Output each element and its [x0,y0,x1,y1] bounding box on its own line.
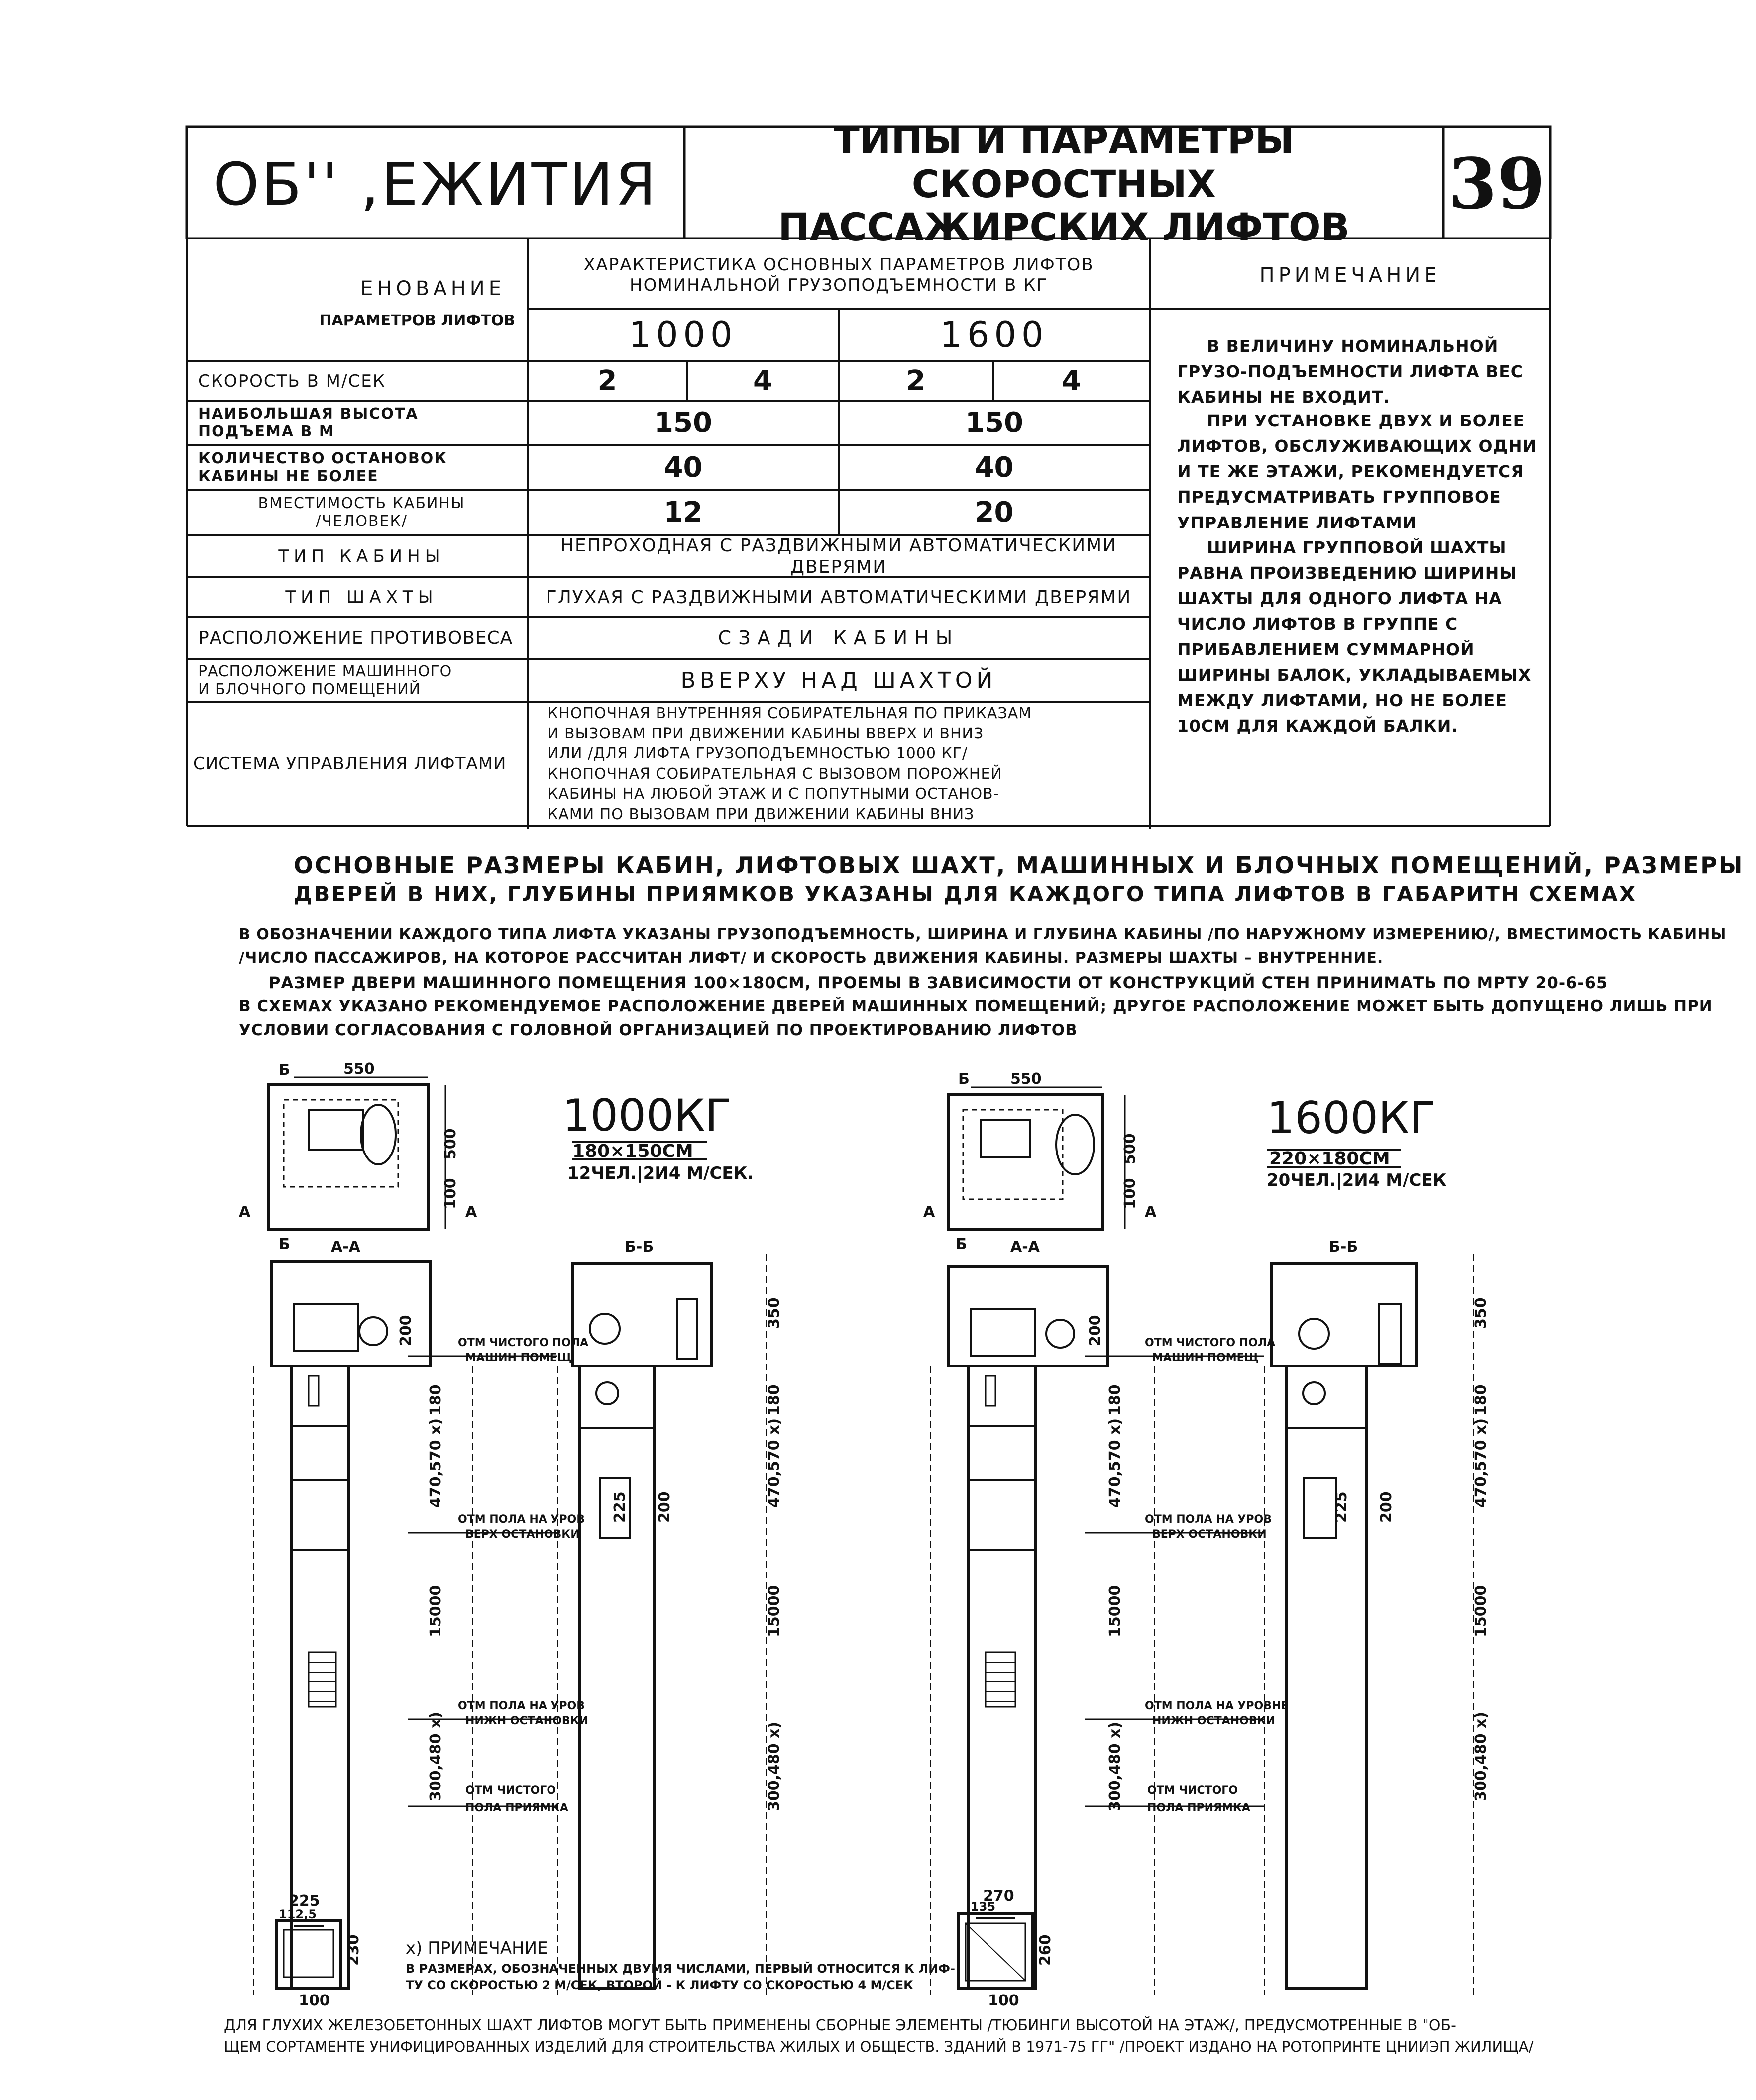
row-counterweight-label: РАСПОЛОЖЕНИЕ ПРОТИВОВЕСА [198,628,513,649]
col-char-line2: НОМИНАЛЬНОЙ ГРУЗОПОДЪЕМНОСТИ В КГ [630,275,1048,295]
mark-b-1600-low: Б [956,1236,967,1253]
note-paragraph-1: В ВЕЛИЧИНУ НОМИНАЛЬНОЙ ГРУЗО-ПОДЪЕМНОСТИ ЛИФТА ВЕС КАБИНЫ НЕ ВХОДИТ. [1177,336,1524,407]
dim-block-1600b: 180 [1472,1384,1490,1416]
pit-plan-1000 [276,1921,341,1988]
row-stops-label-2: КАБИНЫ НЕ БОЛЕЕ [198,468,379,485]
dim-travel-1600: 15000 [1106,1585,1124,1637]
cabin-type-value: НЕПРОХОДНАЯ С РАЗДВИЖНЫМИ АВТОМАТИЧЕСКИМИ ДВЕРЯМИ [560,535,1117,577]
upper-stop-1000-a: ОТМ ПОЛА НА УРОВ [458,1513,585,1526]
section-para-5: УСЛОВИИ СОГЛАСОВАНИЯ С ГОЛОВНОЙ ОРГАНИЗАЦИЕЙ ПО ПРОЕКТИРОВАНИЮ ЛИФТОВ [239,1021,1078,1039]
col-note-header: ПРИМЕЧАНИЕ [1259,263,1441,287]
dim-over-1000b: 470,570 x) [766,1418,783,1508]
dim-top-1000: 550 [343,1060,375,1078]
pit-1000-b: ПОЛА ПРИЯМКА [465,1802,568,1814]
height-1000: 150 [654,407,712,439]
dim-travel-1600b: 15000 [1472,1585,1490,1637]
stops-1000: 40 [663,451,703,484]
pit-1600-b: ПОЛА ПРИЯМКА [1147,1802,1250,1814]
row-control-label: СИСТЕМА УПРАВЛЕНИЯ ЛИФТАМИ [193,754,507,774]
row-height-label-2: ПОДЪЕМА В М [198,423,335,440]
dim-room-1600: 500 [1121,1133,1139,1164]
section-bb-machine-1000 [572,1264,712,1366]
col-char-line1: ХАРАКТЕРИСТИКА ОСНОВНЫХ ПАРАМЕТРОВ ЛИФТОВ [583,254,1094,275]
row-capacity-label-1: ВМЕСТИМОСТЬ КАБИНЫ [258,495,465,512]
sheet-title-line1: ТИПЫ И ПАРАМЕТРЫ СКОРОСТНЫХ [833,118,1295,206]
counterweight-value: СЗАДИ КАБИНЫ [718,627,960,649]
dim-travel-1000b: 15000 [766,1585,783,1637]
dim-pit-1600b: 300,480 x) [1472,1711,1490,1801]
dim-top-1600: 550 [1010,1070,1042,1088]
passengers-1600: 20 [975,496,1014,529]
plan-d-1000: 230 [345,1934,362,1966]
plan-w-1000: 225 [289,1892,320,1910]
control-line-6: КАМИ ПО ВЫЗОВАМ ПРИ ДВИЖЕНИИ КАБИНЫ ВНИЗ [548,805,975,823]
row-machine-label-2: И БЛОЧНОГО ПОМЕЩЕНИЙ [198,681,421,698]
control-line-2: И ВЫЗОВАМ ПРИ ДВИЖЕНИИ КАБИНЫ ВВЕРХ И ВНИЗ [548,725,984,742]
section-aa-1600: А-А [1010,1238,1040,1256]
mark-a-1600-right: А [1145,1203,1157,1221]
dim-cab-h-1600: 225 [1333,1491,1350,1523]
dim-pit-1000: 300,480 x) [427,1711,444,1801]
machine-floor-1600-a: ОТМ ЧИСТОГО ПОЛА [1145,1337,1276,1349]
footnote-line2: ТУ СО СКОРОСТЬЮ 2 М/СЕК, ВТОРОЙ - К ЛИФТУ СО СКОРОСТЬЮ 4 М/СЕК [406,1978,913,1992]
section-para-4: В СХЕМАХ УКАЗАНО РЕКОМЕНДУЕМОЕ РАСПОЛОЖЕНИЕ ДВЕРЕЙ МАШИННЫХ ПОМЕЩЕНИЙ; ДРУГОЕ РАСПОЛОЖЕНИЕ МОЖЕТ БЫТЬ ДОПУЩЕНО ЛИШЬ ПРИ [239,997,1713,1015]
dim-pit-1600: 300,480 x) [1106,1721,1124,1811]
plan-door-1000: 100 [299,1992,330,2009]
machine-floor-1000-b: МАШИН ПОМЕЩ [465,1352,572,1364]
lift-1000-capacity: 1000КГ [562,1090,732,1141]
plan-a-1000: 112,5 [279,1907,317,1921]
pit-1600-a: ОТМ ЧИСТОГО [1147,1785,1238,1797]
section-aa-1000: А-А [331,1238,360,1256]
dim-cab-door-1000: 200 [656,1491,673,1523]
mark-b-1600: Б [958,1070,970,1088]
section-para-1: В ОБОЗНАЧЕНИИ КАЖДОГО ТИПА ЛИФТА УКАЗАНЫ ГРУЗОПОДЪЕМНОСТЬ, ШИРИНА И ГЛУБИНА КАБИНЫ /ПО НАРУЖНОМУ ИЗМЕРЕНИЮ/, ВМЕСТИМОСТЬ КАБИНЫ [239,926,1727,943]
row-machine-label-1: РАСПОЛОЖЕНИЕ МАШИННОГО [198,663,452,680]
col-name-sub: ПАРАМЕТРОВ ЛИФТОВ [319,312,515,329]
capacity-1000: 1000 [629,314,738,355]
dim-block-1000b: 180 [766,1384,783,1416]
mark-a-1000-left: А [239,1203,251,1221]
row-speed-label: СКОРОСТЬ В М/СЕК [198,371,386,391]
dim-room-h-1000: 350 [766,1297,783,1329]
dim-door-1600: 100 [1121,1178,1139,1209]
section-aa-machine-1600 [948,1266,1107,1366]
speed-1000-a: 2 [597,365,617,398]
note-paragraph-3: ШИРИНА ГРУППОВОЙ ШАХТЫ РАВНА ПРОИЗВЕДЕНИЮ ШИРИНЫ ШАХТЫ ДЛЯ ОДНОГО ЛИФТА НА ЧИСЛО ЛИФТОВ В ГРУППЕ С ПРИБАВЛЕНИЕМ СУММАРНОЙ ШИРИНЫ БАЛОК, УКЛАДЫВАЕМЫХ МЕЖДУ ЛИФТАМИ, НО НЕ БОЛЕЕ 10СМ ДЛЯ КАЖДОЙ БАЛКИ. [1177,538,1532,735]
dim-motor-1000: 200 [397,1315,415,1346]
section-bb-shaft-1000 [580,1366,655,1988]
dim-travel-1000: 15000 [427,1585,444,1637]
control-line-4: КНОПОЧНАЯ СОБИРАТЕЛЬНАЯ С ВЫЗОВОМ ПОРОЖНЕЙ [548,765,1002,783]
dim-over-1600: 470,570 x) [1106,1418,1124,1508]
speed-1600-a: 2 [906,365,926,398]
row-capacity-label-2: /ЧЕЛОВЕК/ [316,513,408,530]
dim-pit-1000b: 300,480 x) [766,1721,783,1811]
machine-floor-1600-b: МАШИН ПОМЕЩ [1152,1352,1259,1364]
section-bb-shaft-1600 [1287,1366,1366,1988]
stops-1600: 40 [975,451,1014,484]
mark-a-1600-left: А [923,1203,935,1221]
lift-1000-spec: 12ЧЕЛ.|2И4 М/СЕК. [567,1163,754,1183]
shaft-type-value: ГЛУХАЯ С РАЗДВИЖНЫМИ АВТОМАТИЧЕСКИМИ ДВЕРЯМИ [546,587,1132,608]
dim-motor-1600: 200 [1087,1315,1104,1346]
capacity-1600: 1600 [940,314,1049,355]
upper-stop-1600-a: ОТМ ПОЛА НА УРОВ [1145,1513,1272,1526]
series-title: ОБ'' ,ЕЖИТИЯ [213,149,658,218]
row-shaft-label: ТИП ШАХТЫ [285,587,438,608]
section-bb-machine-1600 [1272,1264,1416,1366]
row-cabin-label: ТИП КАБИНЫ [278,546,445,566]
lower-stop-1600-a: ОТМ ПОЛА НА УРОВНЕ [1145,1700,1289,1712]
machine-plan-1000 [269,1085,428,1229]
dim-room-h-1600: 350 [1472,1297,1490,1329]
plan-door-1600: 100 [988,1992,1019,2009]
section-title-line2: ДВЕРЕЙ В НИХ, ГЛУБИНЫ ПРИЯМКОВ УКАЗАНЫ ДЛЯ КАЖДОГО ТИПА ЛИФТОВ В ГАБАРИТН СХЕМАХ [294,882,1637,906]
dim-door-1000: 100 [442,1178,459,1209]
note-paragraph-2: ПРИ УСТАНОВКЕ ДВУХ И БОЛЕЕ ЛИФТОВ, ОБСЛУЖИВАЮЩИХ ОДНИ И ТЕ ЖЕ ЭТАЖИ, РЕКОМЕНДУЕТСЯ ПРЕДУСМАТРИВАТЬ ГРУППОВОЕ УПРАВЛЕНИЕ ЛИФТАМИ [1177,411,1537,532]
lift-1600-capacity: 1600КГ [1267,1092,1436,1144]
dim-cab-h-1000: 225 [611,1491,629,1523]
mark-b-1000-low: Б [279,1236,290,1253]
lift-1000-size: 180×150СМ [572,1141,693,1161]
lift-1600-size: 220×180СМ [1269,1149,1390,1169]
speed-1600-b: 4 [1062,365,1081,398]
section-bb-1600: Б-Б [1329,1238,1358,1256]
lower-stop-1000-b: НИЖН ОСТАНОВКИ [465,1715,588,1727]
plan-d-1600: 260 [1037,1934,1054,1966]
row-stops-label-1: КОЛИЧЕСТВО ОСТАНОВОК [198,450,447,467]
footnote-line1: В РАЗМЕРАХ, ОБОЗНАЧЕННЫХ ДВУМЯ ЧИСЛАМИ, ПЕРВЫЙ ОТНОСИТСЯ К ЛИФ- [406,1962,955,1976]
section-bb-1000: Б-Б [625,1238,654,1256]
machine-floor-1000-a: ОТМ ЧИСТОГО ПОЛА [458,1337,589,1349]
lower-stop-1600-b: НИЖН ОСТАНОВКИ [1152,1715,1275,1727]
section-para-3: РАЗМЕР ДВЕРИ МАШИННОГО ПОМЕЩЕНИЯ 100×180СМ, ПРОЕМЫ В ЗАВИСИМОСТИ ОТ КОНСТРУКЦИЙ СТЕН ПРИНИМАТЬ ПО МРТУ 20-6-65 [269,973,1608,992]
speed-1000-b: 4 [753,365,772,398]
plan-a-1600: 135 [971,1900,996,1914]
plan-w-1600: 270 [983,1888,1014,1905]
control-line-1: КНОПОЧНАЯ ВНУТРЕННЯЯ СОБИРАТЕЛЬНАЯ ПО ПРИКАЗАМ [548,705,1032,722]
mark-b-1000: Б [279,1061,290,1079]
section-title-line1: ОСНОВНЫЕ РАЗМЕРЫ КАБИН, ЛИФТОВЫХ ШАХТ, МАШИННЫХ И БЛОЧНЫХ ПОМЕЩЕНИЙ, РАЗМЕРЫ [294,852,1744,879]
upper-stop-1000-b: ВЕРХ ОСТАНОВКИ [465,1528,580,1541]
passengers-1000: 12 [663,496,703,529]
bottom-note-line1: ДЛЯ ГЛУХИХ ЖЕЛЕЗОБЕТОННЫХ ШАХТ ЛИФТОВ МОГУТ БЫТЬ ПРИМЕНЕНЫ СБОРНЫЕ ЭЛЕМЕНТЫ /ТЮБИНГИ ВЫСОТОЙ НА ЭТАЖ/, ПРЕДУСМОТРЕННЫЕ В "ОБ- [224,2017,1456,2034]
col-name-header: ЕНОВАНИЕ [360,277,505,300]
section-para-2: /ЧИСЛО ПАССАЖИРОВ, НА КОТОРОЕ РАССЧИТАН ЛИФТ/ И СКОРОСТЬ ДВИЖЕНИЯ КАБИНЫ. РАЗМЕРЫ ШАХТЫ – ВНУТРЕННИЕ. [239,949,1384,967]
row-height-label-1: НАИБОЛЬШАЯ ВЫСОТА [198,405,419,422]
mark-a-1000-right: А [465,1203,477,1221]
machine-room-value: ВВЕРХУ НАД ШАХТОЙ [680,667,997,693]
height-1600: 150 [965,407,1023,439]
control-line-3: ИЛИ /ДЛЯ ЛИФТА ГРУЗОПОДЪЕМНОСТЬЮ 1000 КГ/ [548,745,968,762]
control-line-5: КАБИНЫ НА ЛЮБОЙ ЭТАЖ И С ПОПУТНЫМИ ОСТАНОВ- [548,785,999,803]
upper-stop-1600-b: ВЕРХ ОСТАНОВКИ [1152,1528,1267,1541]
bottom-note-line2: ЩЕМ СОРТАМЕНТЕ УНИФИЦИРОВАННЫХ ИЗДЕЛИЙ ДЛЯ СТРОИТЕЛЬСТВА ЖИЛЫХ И ОБЩЕСТВ. ЗДАНИЙ В 1971-75 ГГ" /ПРОЕКТ ИЗДАНО НА РОТОПРИНТЕ ЦНИИЭП ЖИЛИЩА/ [224,2038,1534,2055]
dim-block-1000: 180 [427,1384,444,1416]
dim-room-1000: 500 [442,1128,459,1159]
dim-cab-door-1600: 200 [1378,1491,1395,1523]
footnote-title: x) ПРИМЕЧАНИЕ [406,1938,548,1958]
sheet-number: 39 [1448,143,1545,225]
pit-1000-a: ОТМ ЧИСТОГО [465,1785,556,1797]
lift-1600-spec: 20ЧЕЛ.|2И4 М/СЕК [1267,1170,1447,1190]
dim-over-1000: 470,570 x) [427,1418,444,1508]
lower-stop-1000-a: ОТМ ПОЛА НА УРОВ [458,1700,585,1712]
dim-block-1600: 180 [1106,1384,1124,1416]
dim-over-1600b: 470,570 x) [1472,1418,1490,1508]
sheet-title-line2: ПАССАЖИРСКИХ ЛИФТОВ [778,205,1350,250]
